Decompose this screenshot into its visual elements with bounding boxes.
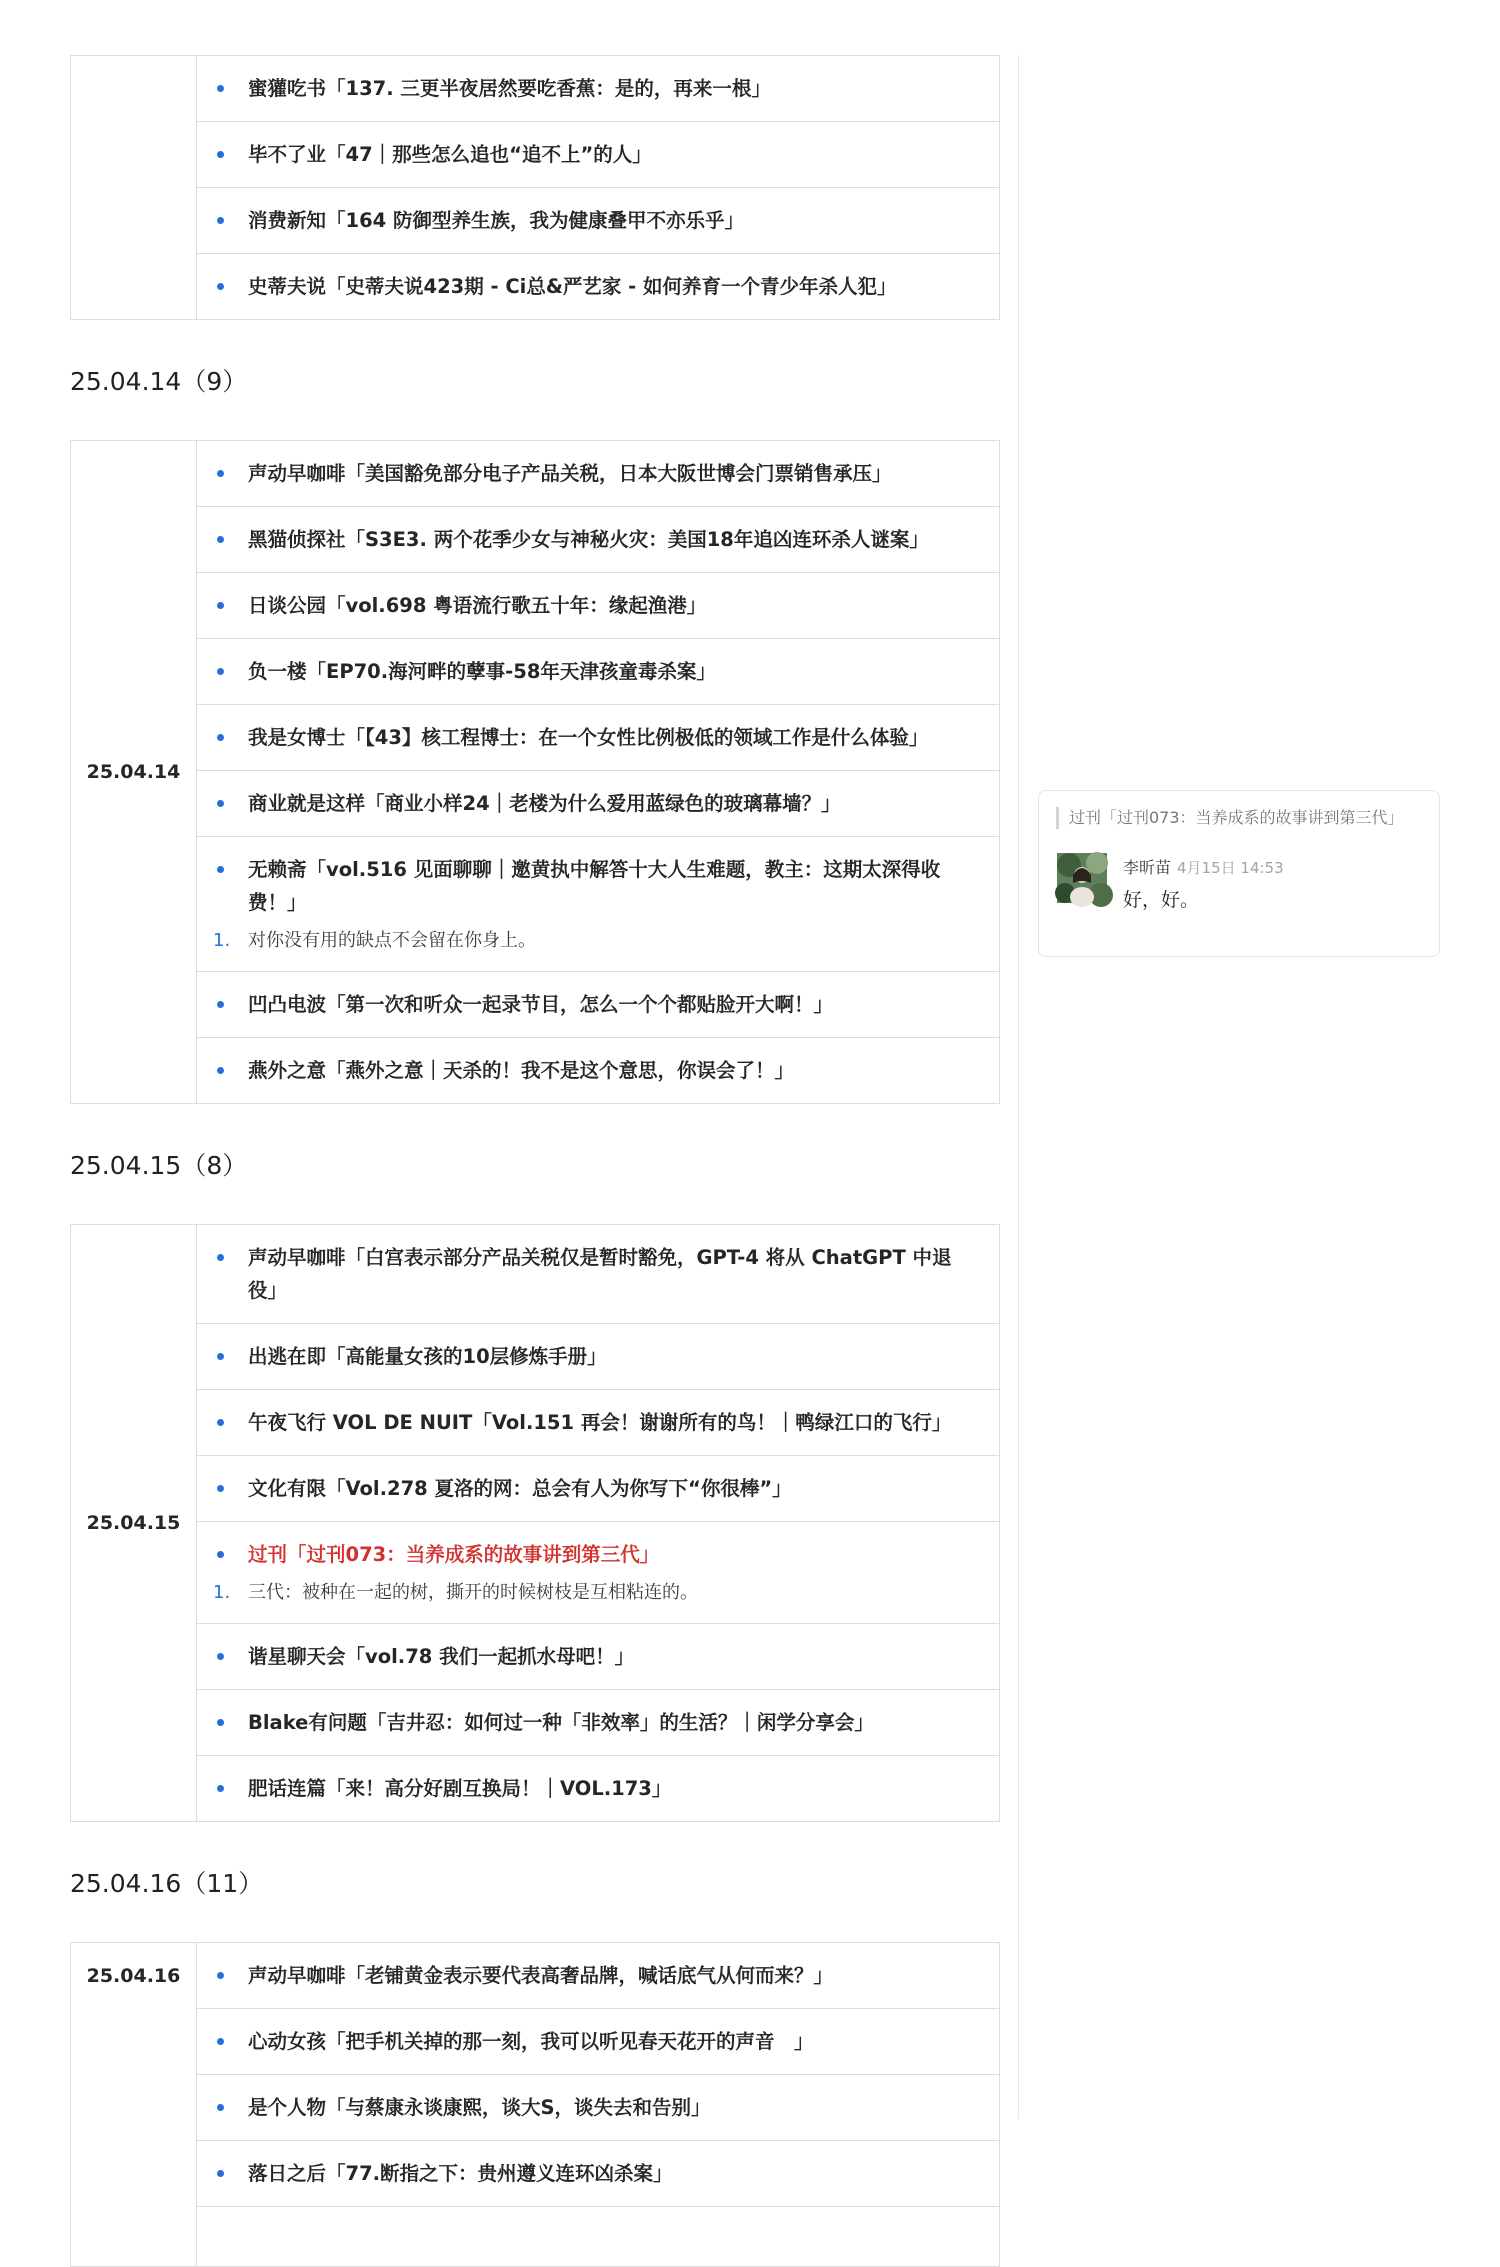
comment-author: 李昕苗: [1123, 858, 1172, 877]
episode-title: 消费新知「164 防御型养生族，我为健康叠甲不亦乐乎」: [248, 209, 744, 232]
note-text: 对你没有用的缺点不会留在你身上。: [248, 930, 536, 951]
episode-title: 出逃在即「高能量女孩的10层修炼手册」: [248, 1345, 607, 1368]
episode-item: [197, 2075, 1000, 2141]
avatar-photo-icon[interactable]: [1057, 853, 1107, 903]
episode-item: [197, 122, 1000, 188]
episode-title: 商业就是这样「商业小样24｜老楼为什么爱用蓝绿色的玻璃幕墙？」: [248, 792, 841, 815]
bullet-icon: [217, 1254, 224, 1261]
episode-title: 声动早咖啡「老铺黄金表示要代表高奢品牌，喊话底气从何而来？」: [248, 1964, 834, 1987]
table-row: [71, 2075, 1000, 2141]
table-row: [71, 2207, 1000, 2267]
episode-item: [197, 1756, 1000, 1822]
episode-item: [197, 507, 1000, 573]
date-cell: 25.04.15: [71, 1225, 197, 1822]
document: [70, 0, 1000, 2267]
episode-item: [197, 1225, 1000, 1324]
episode-title: 落日之后「77.断指之下：贵州遵义连环凶杀案」: [248, 2162, 673, 2185]
episode-note: [213, 1579, 979, 1607]
episode-title: 午夜飞行 VOL DE NUIT「Vol.151 再会！谢谢所有的鸟！｜鸭绿江口的飞行」: [248, 1411, 952, 1434]
table-row: [71, 639, 1000, 705]
date-cell: 25.04.16: [71, 1943, 197, 2267]
episode-title: 声动早咖啡「白宫表示部分产品关税仅是暂时豁免，GPT-4 将从 ChatGPT 中退役」: [248, 1246, 952, 1302]
table-row: [71, 837, 1000, 972]
table-row: [71, 1756, 1000, 1822]
episode-item: [197, 1690, 1000, 1756]
table-row: [71, 2141, 1000, 2207]
episode-title: 负一楼「EP70.海河畔的孽事-58年天津孩童毒杀案」: [248, 660, 716, 683]
bullet-icon: [217, 1419, 224, 1426]
table-row: [71, 122, 1000, 188]
episode-title: 凹凸电波「第一次和听众一起录节目，怎么一个个都贴脸开大啊！」: [248, 993, 834, 1016]
bullet-icon: [217, 1719, 224, 1726]
table-row: [71, 254, 1000, 320]
section-heading: 25.04.14（9）: [70, 367, 248, 396]
bullet-icon: [217, 1353, 224, 1360]
bullet-icon: [217, 1067, 224, 1074]
episode-title: 毕不了业「47｜那些怎么追也“追不上”的人」: [248, 143, 652, 166]
table-row: [71, 1456, 1000, 1522]
episode-item: [197, 1624, 1000, 1690]
episode-item: [197, 1390, 1000, 1456]
episode-title: 肥话连篇「来！高分好剧互换局！｜VOL.173」: [248, 1777, 672, 1800]
bullet-icon: [217, 151, 224, 158]
bullet-icon: [217, 85, 224, 92]
comment-quote[interactable]: 过刊「过刊073：当养成系的故事讲到第三代」: [1056, 807, 1426, 829]
section-heading: 25.04.16（11）: [70, 1869, 264, 1898]
episode-item: [197, 56, 1000, 122]
table-row: [71, 1390, 1000, 1456]
table-row: [71, 1225, 1000, 1324]
episode-title: 燕外之意「燕外之意｜天杀的！我不是这个意思，你误会了！」: [248, 1059, 795, 1082]
episode-title: 无赖斋「vol.516 见面聊聊｜邀黄执中解答十大人生难题，教主：这期太深得收费！」: [248, 858, 941, 914]
episode-title: 史蒂夫说「史蒂夫说423期 - Ci总&严艺家 - 如何养育一个青少年杀人犯」: [248, 275, 897, 298]
bullet-icon: [217, 1551, 224, 1558]
week-table: [70, 55, 1000, 320]
episode-item-empty: [197, 2207, 1000, 2267]
episode-item: [197, 2009, 1000, 2075]
episode-title: 我是女博士「【43】核工程博士：在一个女性比例极低的领域工作是什么体验」: [248, 726, 929, 749]
episode-item: [197, 639, 1000, 705]
note-number: 1.: [213, 1582, 231, 1603]
episode-title: 谐星聊天会「vol.78 我们一起抓水母吧！」: [248, 1645, 635, 1668]
table-row: [71, 1690, 1000, 1756]
table-row: [71, 2009, 1000, 2075]
episode-title: 黑猫侦探社「S3E3. 两个花季少女与神秘火灾：美国18年追凶连环杀人谜案」: [248, 528, 929, 551]
episode-title: 心动女孩「把手机关掉的那一刻，我可以听见春天花开的声音 」: [248, 2030, 814, 2053]
table-row: [71, 441, 1000, 507]
bullet-icon: [217, 2104, 224, 2111]
bullet-icon: [217, 1653, 224, 1660]
bullet-icon: [217, 1485, 224, 1492]
bullet-icon: [217, 602, 224, 609]
table-row: [71, 1943, 1000, 2009]
episode-title: 文化有限「Vol.278 夏洛的网：总会有人为你写下“你很棒”」: [248, 1477, 792, 1500]
episode-title: 是个人物「与蔡康永谈康熙，谈大S，谈失去和告别」: [248, 2096, 711, 2119]
bullet-icon: [217, 2170, 224, 2177]
comment-time: 4月15日 14:53: [1177, 859, 1284, 877]
date-cell: 25.04.14: [71, 441, 197, 1104]
week-table: [70, 1942, 1000, 2267]
bullet-icon: [217, 800, 224, 807]
table-row: [71, 507, 1000, 573]
episode-title: Blake有问题「吉井忍：如何过一种「非效率」的生活？｜闲学分享会」: [248, 1711, 874, 1734]
bullet-icon: [217, 2038, 224, 2045]
bullet-icon: [217, 1001, 224, 1008]
episode-item: [197, 1943, 1000, 2009]
episode-title: 日谈公园「vol.698 粤语流行歌五十年：缘起渔港」: [248, 594, 707, 617]
week-table: [70, 440, 1000, 1104]
episode-title: 蜜獾吃书「137. 三更半夜居然要吃香蕉：是的，再来一根」: [248, 77, 771, 100]
bullet-icon: [217, 470, 224, 477]
date-cell: [71, 56, 197, 320]
episode-item: [197, 1038, 1000, 1104]
episode-item-highlighted: [197, 1522, 1000, 1624]
section-heading: 25.04.15（8）: [70, 1151, 248, 1180]
episode-title[interactable]: 过刊「过刊073：当养成系的故事讲到第三代」: [248, 1543, 660, 1566]
episode-item: [197, 254, 1000, 320]
episode-item: [197, 2141, 1000, 2207]
note-text: 三代：被种在一起的树，撕开的时候树枝是互相粘连的。: [248, 1582, 698, 1603]
table-row: [71, 1624, 1000, 1690]
bullet-icon: [217, 217, 224, 224]
episode-item: [197, 573, 1000, 639]
bullet-icon: [217, 283, 224, 290]
bullet-icon: [217, 536, 224, 543]
table-row: [71, 771, 1000, 837]
table-row: [71, 1038, 1000, 1104]
comment-card[interactable]: [1038, 790, 1440, 957]
table-row: [71, 1324, 1000, 1390]
bullet-icon: [217, 668, 224, 675]
episode-item: [197, 972, 1000, 1038]
episode-item: [197, 1324, 1000, 1390]
episode-item: [197, 837, 1000, 972]
table-row: [71, 972, 1000, 1038]
table-row: [71, 705, 1000, 771]
table-row: [71, 573, 1000, 639]
episode-title: 声动早咖啡「美国豁免部分电子产品关税，日本大阪世博会门票销售承压」: [248, 462, 892, 485]
comment-author-line: [1123, 855, 1284, 878]
bullet-icon: [217, 1785, 224, 1792]
episode-item: [197, 705, 1000, 771]
episode-note: [213, 927, 979, 955]
bullet-icon: [217, 1972, 224, 1979]
table-row: [71, 1522, 1000, 1624]
episode-item: [197, 441, 1000, 507]
episode-item: [197, 188, 1000, 254]
episode-item: [197, 1456, 1000, 1522]
episode-item: [197, 771, 1000, 837]
bullet-icon: [217, 866, 224, 873]
bullet-icon: [217, 734, 224, 741]
comment-text: 好，好。: [1123, 889, 1200, 911]
note-number: 1.: [213, 930, 231, 951]
table-row: [71, 188, 1000, 254]
comment-panel-divider: [1018, 55, 1019, 2119]
table-row: [71, 56, 1000, 122]
week-table: [70, 1224, 1000, 1822]
